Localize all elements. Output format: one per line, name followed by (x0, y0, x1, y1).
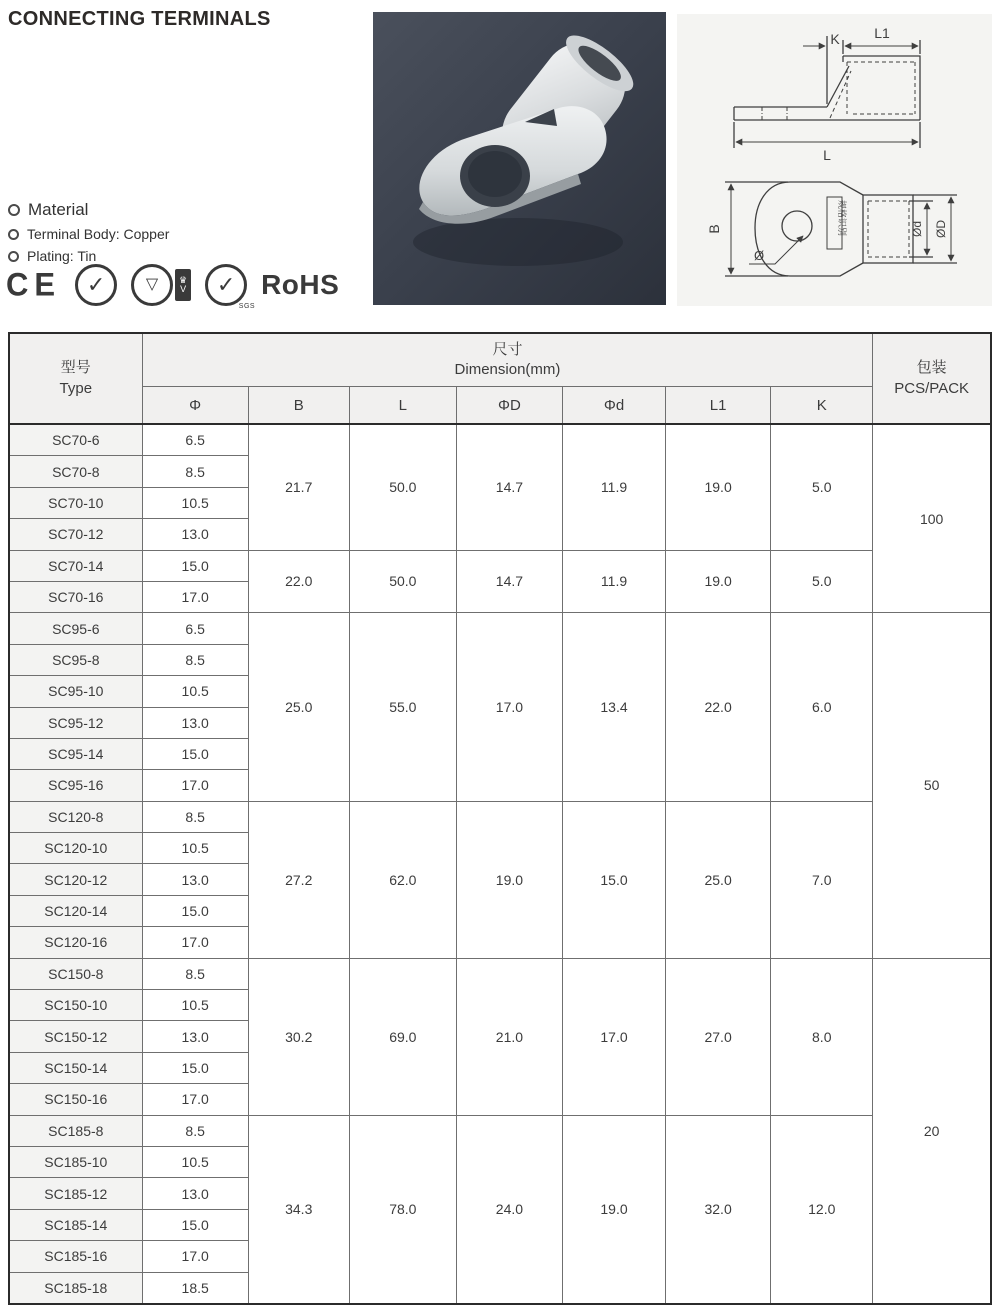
dim-label-b: B (706, 224, 722, 234)
page-title: CONNECTING TERMINALS (8, 8, 271, 30)
bullet-icon (8, 251, 19, 262)
dimension-cell: 19.0 (562, 1115, 665, 1304)
phi-cell: 17.0 (142, 1084, 248, 1115)
type-cell: SC120-14 (9, 895, 142, 926)
phi-cell: 13.0 (142, 1178, 248, 1209)
dimension-cell: 19.0 (666, 424, 771, 550)
dimension-cell: 17.0 (456, 613, 562, 801)
type-cell: SC120-8 (9, 801, 142, 832)
phi-cell: 10.5 (142, 676, 248, 707)
bullet-icon (8, 204, 20, 216)
dimension-cell: 27.2 (248, 801, 349, 958)
spec-tag-label: 规格识别 (837, 200, 847, 237)
dim-label-k: K (830, 31, 840, 47)
material-item-plating: Plating: Tin (27, 248, 97, 264)
dimension-cell: 34.3 (248, 1115, 349, 1304)
dimension-cell: 69.0 (349, 958, 456, 1115)
dimension-cell: 30.2 (248, 958, 349, 1115)
type-cell: SC95-16 (9, 770, 142, 801)
pack-cell: 100 (873, 424, 991, 613)
header-col-phids: Φd (562, 387, 665, 425)
header-type: 型号 Type (9, 333, 142, 424)
dim-label-l: L (823, 147, 831, 163)
dimension-cell: 22.0 (248, 550, 349, 613)
dimension-cell: 27.0 (666, 958, 771, 1115)
dimension-drawing (677, 14, 992, 306)
header-col-k: K (771, 387, 873, 425)
phi-cell: 15.0 (142, 1209, 248, 1240)
header-col-l1: L1 (666, 387, 771, 425)
phi-cell: 13.0 (142, 864, 248, 895)
dimension-cell: 25.0 (666, 801, 771, 958)
dimension-cell: 14.7 (456, 550, 562, 613)
dimension-cell: 50.0 (349, 424, 456, 550)
dimension-cell: 17.0 (562, 958, 665, 1115)
phi-cell: 17.0 (142, 581, 248, 612)
header-col-b: B (248, 387, 349, 425)
terminal-lug-photo (373, 12, 666, 305)
phi-cell: 10.5 (142, 990, 248, 1021)
dimension-cell: 22.0 (666, 613, 771, 801)
phi-cell: 15.0 (142, 550, 248, 581)
sgs-badge-icon: ✓ (205, 264, 247, 306)
dim-label-phid-small: Ød (910, 220, 924, 238)
table-row (9, 958, 991, 989)
dimension-cell: 11.9 (562, 424, 665, 550)
dimension-cell: 7.0 (771, 801, 873, 958)
material-section (8, 200, 169, 270)
type-cell: SC120-10 (9, 833, 142, 864)
dimension-cell: 13.4 (562, 613, 665, 801)
phi-cell: 17.0 (142, 1241, 248, 1272)
header-pack: 包装 PCS/PACK (873, 333, 991, 424)
ukas-badge-group (131, 264, 191, 306)
dimension-cell: 55.0 (349, 613, 456, 801)
type-cell: SC185-16 (9, 1241, 142, 1272)
bullet-icon (8, 229, 19, 240)
phi-cell: 18.5 (142, 1272, 248, 1304)
phi-cell: 17.0 (142, 770, 248, 801)
type-cell: SC70-14 (9, 550, 142, 581)
phi-cell: 8.5 (142, 801, 248, 832)
table-row (9, 1115, 991, 1146)
material-item-line (8, 248, 169, 264)
phi-cell: 6.5 (142, 613, 248, 644)
phi-cell: 8.5 (142, 1115, 248, 1146)
type-cell: SC150-12 (9, 1021, 142, 1052)
type-cell: SC95-14 (9, 738, 142, 769)
dim-label-l1: L1 (874, 25, 890, 41)
type-cell: SC150-16 (9, 1084, 142, 1115)
dimension-cell: 14.7 (456, 424, 562, 550)
dimension-cell: 78.0 (349, 1115, 456, 1304)
dimension-cell: 6.0 (771, 613, 873, 801)
type-cell: SC70-10 (9, 487, 142, 518)
table-row (9, 550, 991, 581)
dim-label-phid-big: ØD (934, 220, 948, 238)
type-cell: SC70-12 (9, 519, 142, 550)
type-cell: SC120-16 (9, 927, 142, 958)
type-cell: SC150-8 (9, 958, 142, 989)
type-cell: SC95-6 (9, 613, 142, 644)
type-cell: SC185-18 (9, 1272, 142, 1304)
type-cell: SC185-14 (9, 1209, 142, 1240)
table-row (9, 424, 991, 456)
type-cell: SC120-12 (9, 864, 142, 895)
material-item-line (8, 226, 169, 242)
material-heading: Material (28, 200, 89, 219)
phi-cell: 15.0 (142, 1052, 248, 1083)
dimension-cell: 5.0 (771, 550, 873, 613)
phi-cell: 10.5 (142, 487, 248, 518)
dimension-cell: 5.0 (771, 424, 873, 550)
phi-cell: 13.0 (142, 1021, 248, 1052)
dimension-cell: 62.0 (349, 801, 456, 958)
sgs-badge-wrap (205, 264, 256, 310)
dimension-cell: 25.0 (248, 613, 349, 801)
phi-cell: 17.0 (142, 927, 248, 958)
phi-cell: 10.5 (142, 1146, 248, 1177)
phi-cell: 8.5 (142, 456, 248, 487)
spec-table (8, 332, 992, 1305)
table-row (9, 801, 991, 832)
header-col-l: L (349, 387, 456, 425)
dimension-cell: 19.0 (666, 550, 771, 613)
phi-cell: 15.0 (142, 895, 248, 926)
dimension-cell: 19.0 (456, 801, 562, 958)
phi-cell: 13.0 (142, 519, 248, 550)
ce-mark-icon: CE (6, 266, 62, 303)
rohs-label: RoHS (261, 269, 340, 300)
sgs-label: SGS (238, 303, 256, 310)
type-cell: SC70-16 (9, 581, 142, 612)
pack-cell: 50 (873, 613, 991, 958)
material-item-body: Terminal Body: Copper (27, 226, 170, 242)
table-row (9, 613, 991, 644)
phi-cell: 10.5 (142, 833, 248, 864)
ukas-crown-icon: ♛ V (175, 269, 191, 301)
phi-cell: 8.5 (142, 958, 248, 989)
header-dimension: 尺寸 Dimension(mm) (142, 333, 873, 387)
type-cell: SC185-8 (9, 1115, 142, 1146)
phi-cell: 15.0 (142, 738, 248, 769)
phi-cell: 8.5 (142, 644, 248, 675)
type-cell: SC185-10 (9, 1146, 142, 1177)
type-cell: SC95-12 (9, 707, 142, 738)
dimension-cell: 50.0 (349, 550, 456, 613)
iso-badge-icon: ✓ (75, 264, 117, 306)
type-cell: SC95-8 (9, 644, 142, 675)
phi-cell: 6.5 (142, 424, 248, 456)
pack-cell: 20 (873, 958, 991, 1304)
dimension-cell: 12.0 (771, 1115, 873, 1304)
type-cell: SC185-12 (9, 1178, 142, 1209)
technical-diagrams (677, 14, 992, 306)
dimension-cell: 24.0 (456, 1115, 562, 1304)
certifications-row (6, 264, 340, 310)
header-col-phi: Φ (142, 387, 248, 425)
dimension-cell: 21.0 (456, 958, 562, 1115)
type-cell: SC70-6 (9, 424, 142, 456)
dimension-cell: 8.0 (771, 958, 873, 1115)
dim-label-phi: Ø (753, 248, 765, 263)
material-heading-line (8, 200, 169, 220)
cert-triangle-badge-icon: ▽ (131, 264, 173, 306)
type-cell: SC150-10 (9, 990, 142, 1021)
dimension-cell: 21.7 (248, 424, 349, 550)
type-cell: SC150-14 (9, 1052, 142, 1083)
type-cell: SC70-8 (9, 456, 142, 487)
product-photo (373, 12, 666, 305)
type-cell: SC95-10 (9, 676, 142, 707)
header-col-phid: ΦD (456, 387, 562, 425)
dimension-cell: 15.0 (562, 801, 665, 958)
phi-cell: 13.0 (142, 707, 248, 738)
dimension-cell: 11.9 (562, 550, 665, 613)
dimension-cell: 32.0 (666, 1115, 771, 1304)
